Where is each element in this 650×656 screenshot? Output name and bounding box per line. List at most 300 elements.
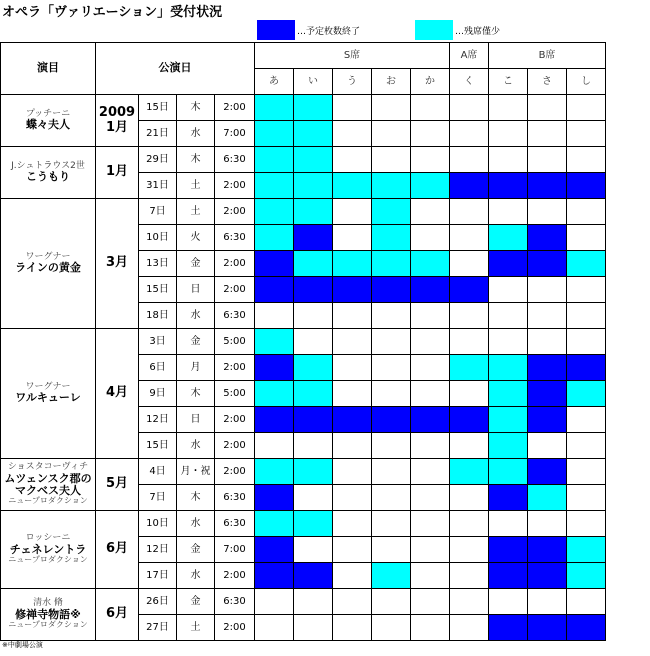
- seat-status-cell: [372, 537, 411, 563]
- seat-status-cell: [294, 511, 333, 537]
- weekday-cell: 木: [177, 147, 215, 173]
- seat-status-cell: [294, 121, 333, 147]
- seat-status-cell: [450, 251, 489, 277]
- seat-status-cell: [528, 459, 567, 485]
- seat-status-cell: [489, 173, 528, 199]
- day-cell: 17日: [139, 563, 177, 589]
- weekday-cell: 水: [177, 433, 215, 459]
- seat-status-cell: [411, 95, 450, 121]
- weekday-cell: 金: [177, 251, 215, 277]
- seat-status-cell: [294, 199, 333, 225]
- composer-name: ロッシーニ: [25, 533, 71, 544]
- seat-status-cell: [411, 251, 450, 277]
- day-cell: 7日: [139, 199, 177, 225]
- seat-status-cell: [567, 121, 606, 147]
- day-cell: 9日: [139, 381, 177, 407]
- program-title: [1, 147, 96, 199]
- weekday-cell: 水: [177, 563, 215, 589]
- seat-status-cell: [372, 433, 411, 459]
- footnote: ※中劇場公演: [2, 641, 43, 649]
- seat-status-cell: [333, 225, 372, 251]
- seat-status-cell: [294, 355, 333, 381]
- seat-status-cell: [294, 173, 333, 199]
- seat-status-cell: [567, 147, 606, 173]
- work-title: 蝶々夫人: [26, 118, 70, 132]
- seat-status-cell: [489, 459, 528, 485]
- time-cell: 5:00: [215, 381, 255, 407]
- time-cell: 7:00: [215, 537, 255, 563]
- seat-status-cell: [528, 355, 567, 381]
- work-title: 修禅寺物語※: [15, 608, 81, 621]
- day-cell: 10日: [139, 225, 177, 251]
- seat-status-cell: [372, 251, 411, 277]
- seat-status-cell: [333, 251, 372, 277]
- time-cell: 2:00: [215, 615, 255, 641]
- header-seat: さ: [528, 69, 567, 95]
- seat-status-cell: [255, 147, 294, 173]
- performance-row: [1, 589, 606, 615]
- time-cell: 2:00: [215, 407, 255, 433]
- seat-status-cell: [528, 225, 567, 251]
- program-title: [1, 511, 96, 589]
- composer-name: 清水 脩: [33, 598, 63, 609]
- weekday-cell: 土: [177, 615, 215, 641]
- seat-status-cell: [411, 537, 450, 563]
- seat-status-cell: [528, 537, 567, 563]
- program-title: [1, 329, 96, 459]
- day-cell: 7日: [139, 485, 177, 511]
- composer-name: J.シュトラウス2世: [11, 160, 85, 171]
- seat-status-cell: [333, 511, 372, 537]
- weekday-cell: 木: [177, 381, 215, 407]
- header-seat: し: [567, 69, 606, 95]
- day-cell: 26日: [139, 589, 177, 615]
- program-title: [1, 95, 96, 147]
- seat-status-cell: [450, 381, 489, 407]
- seat-status-cell: [489, 589, 528, 615]
- seat-status-cell: [372, 329, 411, 355]
- seat-status-cell: [333, 485, 372, 511]
- weekday-cell: 土: [177, 173, 215, 199]
- seat-status-cell: [294, 303, 333, 329]
- seat-status-cell: [294, 615, 333, 641]
- work-title: ラインの黄金: [15, 261, 81, 275]
- seat-status-cell: [567, 511, 606, 537]
- header-program: 演目: [1, 43, 96, 95]
- seat-status-cell: [333, 173, 372, 199]
- seat-status-cell: [411, 407, 450, 433]
- seat-status-cell: [450, 225, 489, 251]
- seat-status-cell: [294, 485, 333, 511]
- seat-status-cell: [489, 615, 528, 641]
- day-cell: 6日: [139, 355, 177, 381]
- seat-status-cell: [333, 433, 372, 459]
- seat-status-cell: [294, 95, 333, 121]
- seat-status-cell: [255, 589, 294, 615]
- weekday-cell: 月・祝: [177, 459, 215, 485]
- seat-status-cell: [294, 407, 333, 433]
- seat-status-cell: [411, 147, 450, 173]
- seat-status-cell: [489, 329, 528, 355]
- month-label: 3月: [96, 199, 139, 329]
- seat-status-cell: [255, 329, 294, 355]
- seat-status-cell: [567, 615, 606, 641]
- header-section: A席: [450, 43, 489, 69]
- weekday-cell: 日: [177, 277, 215, 303]
- seat-status-cell: [567, 225, 606, 251]
- time-cell: 5:00: [215, 329, 255, 355]
- seat-status-cell: [567, 173, 606, 199]
- legend-text-sold: 予定枚数終了: [306, 27, 361, 37]
- time-cell: 6:30: [215, 225, 255, 251]
- seat-status-cell: [411, 459, 450, 485]
- weekday-cell: 木: [177, 95, 215, 121]
- legend-swatch-few: [415, 20, 453, 40]
- month-label: 6月: [96, 589, 139, 641]
- seat-status-cell: [255, 381, 294, 407]
- seat-status-cell: [372, 199, 411, 225]
- weekday-cell: 水: [177, 303, 215, 329]
- day-cell: 13日: [139, 251, 177, 277]
- seat-status-cell: [489, 511, 528, 537]
- seat-status-cell: [567, 251, 606, 277]
- composer-name: ワーグナー: [25, 251, 71, 262]
- weekday-cell: 金: [177, 329, 215, 355]
- seat-status-cell: [255, 355, 294, 381]
- seat-status-cell: [372, 511, 411, 537]
- seat-status-cell: [411, 303, 450, 329]
- seat-status-cell: [450, 589, 489, 615]
- month-label: 2009 1月: [96, 95, 139, 147]
- seat-status-cell: [567, 537, 606, 563]
- seat-status-cell: [528, 615, 567, 641]
- time-cell: 2:00: [215, 251, 255, 277]
- seat-status-cell: [333, 329, 372, 355]
- seat-status-cell: [528, 199, 567, 225]
- header-seat: く: [450, 69, 489, 95]
- seat-status-cell: [255, 563, 294, 589]
- performance-row: [1, 459, 606, 485]
- seat-status-cell: [567, 277, 606, 303]
- seat-status-cell: [333, 615, 372, 641]
- seat-status-cell: [333, 277, 372, 303]
- day-cell: 10日: [139, 511, 177, 537]
- program-title: [1, 459, 96, 511]
- seat-status-cell: [528, 303, 567, 329]
- day-cell: 21日: [139, 121, 177, 147]
- header-date: 公演日: [96, 43, 255, 95]
- seat-status-cell: [294, 563, 333, 589]
- seat-status-cell: [372, 563, 411, 589]
- seat-status-cell: [372, 459, 411, 485]
- seat-status-cell: [450, 459, 489, 485]
- seat-status-cell: [255, 225, 294, 251]
- seat-status-cell: [333, 199, 372, 225]
- composer-name: ショスタコーヴィチ: [7, 462, 89, 473]
- work-title: ムツェンスク郡のマクベス夫人: [4, 471, 92, 498]
- header-section: S席: [255, 43, 450, 69]
- performance-row: [1, 147, 606, 173]
- seat-status-cell: [450, 355, 489, 381]
- seat-status-cell: [528, 277, 567, 303]
- seat-status-cell: [489, 277, 528, 303]
- header-seat: あ: [255, 69, 294, 95]
- seat-status-cell: [450, 511, 489, 537]
- weekday-cell: 月: [177, 355, 215, 381]
- seat-status-cell: [489, 303, 528, 329]
- seat-status-cell: [294, 329, 333, 355]
- seat-status-cell: [528, 589, 567, 615]
- seat-status-cell: [567, 433, 606, 459]
- composer-name: プッチーニ: [25, 108, 71, 119]
- seat-status-cell: [411, 589, 450, 615]
- time-cell: 7:00: [215, 121, 255, 147]
- seat-status-cell: [255, 251, 294, 277]
- seat-status-cell: [489, 381, 528, 407]
- time-cell: 2:00: [215, 459, 255, 485]
- seat-status-cell: [528, 329, 567, 355]
- day-cell: 3日: [139, 329, 177, 355]
- weekday-cell: 土: [177, 199, 215, 225]
- legend: [257, 20, 617, 40]
- performance-row: [1, 511, 606, 537]
- seat-status-cell: [411, 563, 450, 589]
- seat-status-cell: [333, 589, 372, 615]
- seat-status-cell: [489, 485, 528, 511]
- day-cell: 18日: [139, 303, 177, 329]
- seat-status-cell: [372, 355, 411, 381]
- legend-text-few: 残席僅少: [464, 27, 501, 37]
- performance-row: [1, 329, 606, 355]
- day-cell: 15日: [139, 277, 177, 303]
- weekday-cell: 金: [177, 537, 215, 563]
- seat-status-cell: [333, 355, 372, 381]
- seat-status-cell: [567, 329, 606, 355]
- legend-label-sold: …予定枚数終了: [297, 27, 361, 37]
- weekday-cell: 日: [177, 407, 215, 433]
- seat-status-cell: [294, 589, 333, 615]
- seat-status-cell: [450, 303, 489, 329]
- seat-status-cell: [489, 147, 528, 173]
- seat-status-cell: [255, 615, 294, 641]
- time-cell: 2:00: [215, 433, 255, 459]
- seat-status-cell: [411, 199, 450, 225]
- seat-status-cell: [411, 355, 450, 381]
- seat-status-cell: [372, 381, 411, 407]
- time-cell: 2:00: [215, 563, 255, 589]
- seat-status-cell: [489, 355, 528, 381]
- seat-status-cell: [567, 381, 606, 407]
- time-cell: 6:30: [215, 511, 255, 537]
- seat-status-cell: [528, 381, 567, 407]
- seat-status-cell: [333, 95, 372, 121]
- header-row: [1, 43, 606, 69]
- seat-status-cell: [294, 251, 333, 277]
- seat-status-cell: [333, 381, 372, 407]
- weekday-cell: 水: [177, 121, 215, 147]
- header-seat: う: [333, 69, 372, 95]
- program-title: [1, 199, 96, 329]
- seat-status-cell: [411, 121, 450, 147]
- seat-status-cell: [411, 485, 450, 511]
- performance-row: [1, 199, 606, 225]
- seat-status-cell: [372, 615, 411, 641]
- time-cell: 6:30: [215, 485, 255, 511]
- month-label: 6月: [96, 511, 139, 589]
- header-seat: お: [372, 69, 411, 95]
- legend-label-few: …残席僅少: [455, 27, 501, 37]
- seat-status-cell: [372, 589, 411, 615]
- day-cell: 31日: [139, 173, 177, 199]
- seat-status-cell: [372, 147, 411, 173]
- seat-status-cell: [528, 485, 567, 511]
- production-note: ニュープロダクション: [8, 496, 88, 506]
- seat-status-cell: [255, 407, 294, 433]
- seat-status-cell: [255, 121, 294, 147]
- seat-status-cell: [489, 225, 528, 251]
- seat-status-cell: [333, 563, 372, 589]
- seat-status-cell: [450, 433, 489, 459]
- seat-status-cell: [333, 121, 372, 147]
- seat-status-cell: [567, 199, 606, 225]
- seat-status-cell: [255, 485, 294, 511]
- seat-status-cell: [450, 121, 489, 147]
- seat-status-cell: [528, 563, 567, 589]
- page-title: オペラ「ヴァリエーション」受付状況: [2, 5, 223, 20]
- production-note: ニュープロダクション: [8, 555, 88, 565]
- seat-status-cell: [333, 303, 372, 329]
- seat-status-cell: [255, 537, 294, 563]
- day-cell: 12日: [139, 537, 177, 563]
- header-section: B席: [489, 43, 606, 69]
- seat-status-cell: [411, 615, 450, 641]
- seat-status-cell: [528, 251, 567, 277]
- seat-status-cell: [411, 511, 450, 537]
- seat-status-cell: [528, 95, 567, 121]
- seat-status-cell: [489, 251, 528, 277]
- seat-status-cell: [372, 407, 411, 433]
- seat-status-cell: [567, 485, 606, 511]
- time-cell: 6:30: [215, 147, 255, 173]
- seat-status-cell: [489, 95, 528, 121]
- seat-status-cell: [567, 95, 606, 121]
- seat-status-cell: [372, 277, 411, 303]
- seat-status-cell: [294, 381, 333, 407]
- seat-status-cell: [255, 199, 294, 225]
- seat-status-cell: [528, 121, 567, 147]
- seat-status-cell: [489, 407, 528, 433]
- performance-row: [1, 95, 606, 121]
- work-title: ワルキューレ: [15, 391, 81, 405]
- seat-status-cell: [372, 173, 411, 199]
- seat-status-cell: [411, 173, 450, 199]
- seat-status-cell: [372, 121, 411, 147]
- seat-status-cell: [450, 173, 489, 199]
- seat-status-cell: [372, 303, 411, 329]
- seat-status-cell: [255, 95, 294, 121]
- day-cell: 12日: [139, 407, 177, 433]
- seat-status-cell: [489, 537, 528, 563]
- seat-status-cell: [255, 303, 294, 329]
- seat-status-cell: [450, 199, 489, 225]
- month-label: 5月: [96, 459, 139, 511]
- seat-status-cell: [567, 459, 606, 485]
- production-note: ニュープロダクション: [8, 620, 88, 630]
- seat-status-cell: [294, 433, 333, 459]
- seat-status-cell: [528, 433, 567, 459]
- seat-status-cell: [489, 121, 528, 147]
- seat-status-cell: [450, 615, 489, 641]
- seat-status-cell: [411, 225, 450, 251]
- seat-status-cell: [294, 225, 333, 251]
- seat-status-cell: [528, 173, 567, 199]
- seat-status-cell: [333, 147, 372, 173]
- seat-status-cell: [294, 537, 333, 563]
- seat-status-cell: [255, 459, 294, 485]
- seat-status-cell: [567, 355, 606, 381]
- seat-status-cell: [372, 485, 411, 511]
- seat-status-cell: [411, 277, 450, 303]
- day-cell: 15日: [139, 95, 177, 121]
- time-cell: 2:00: [215, 199, 255, 225]
- weekday-cell: 金: [177, 589, 215, 615]
- month-label: 1月: [96, 147, 139, 199]
- seat-status-cell: [528, 147, 567, 173]
- seat-status-cell: [333, 407, 372, 433]
- legend-swatch-sold: [257, 20, 295, 40]
- day-cell: 4日: [139, 459, 177, 485]
- seat-status-cell: [411, 381, 450, 407]
- seat-status-cell: [294, 147, 333, 173]
- seat-status-cell: [333, 459, 372, 485]
- header-seat: こ: [489, 69, 528, 95]
- seat-status-cell: [255, 511, 294, 537]
- seat-status-cell: [528, 407, 567, 433]
- time-cell: 2:00: [215, 355, 255, 381]
- header-seat: い: [294, 69, 333, 95]
- time-cell: 2:00: [215, 95, 255, 121]
- work-title: チェネレントラ: [9, 543, 87, 556]
- seat-status-cell: [411, 433, 450, 459]
- availability-table: [0, 42, 606, 641]
- seat-status-cell: [567, 303, 606, 329]
- weekday-cell: 火: [177, 225, 215, 251]
- seat-status-cell: [372, 95, 411, 121]
- seat-status-cell: [411, 329, 450, 355]
- seat-status-cell: [450, 277, 489, 303]
- seat-status-cell: [450, 95, 489, 121]
- seat-status-cell: [255, 173, 294, 199]
- seat-status-cell: [450, 147, 489, 173]
- weekday-cell: 木: [177, 485, 215, 511]
- seat-status-cell: [294, 459, 333, 485]
- seat-status-cell: [450, 563, 489, 589]
- seat-status-cell: [255, 433, 294, 459]
- seat-status-cell: [450, 485, 489, 511]
- seat-status-cell: [489, 199, 528, 225]
- time-cell: 2:00: [215, 173, 255, 199]
- time-cell: 6:30: [215, 589, 255, 615]
- day-cell: 15日: [139, 433, 177, 459]
- seat-status-cell: [372, 225, 411, 251]
- seat-status-cell: [567, 589, 606, 615]
- seat-status-cell: [567, 407, 606, 433]
- day-cell: 27日: [139, 615, 177, 641]
- seat-status-cell: [489, 433, 528, 459]
- header-seat: か: [411, 69, 450, 95]
- seat-status-cell: [450, 537, 489, 563]
- seat-status-cell: [528, 511, 567, 537]
